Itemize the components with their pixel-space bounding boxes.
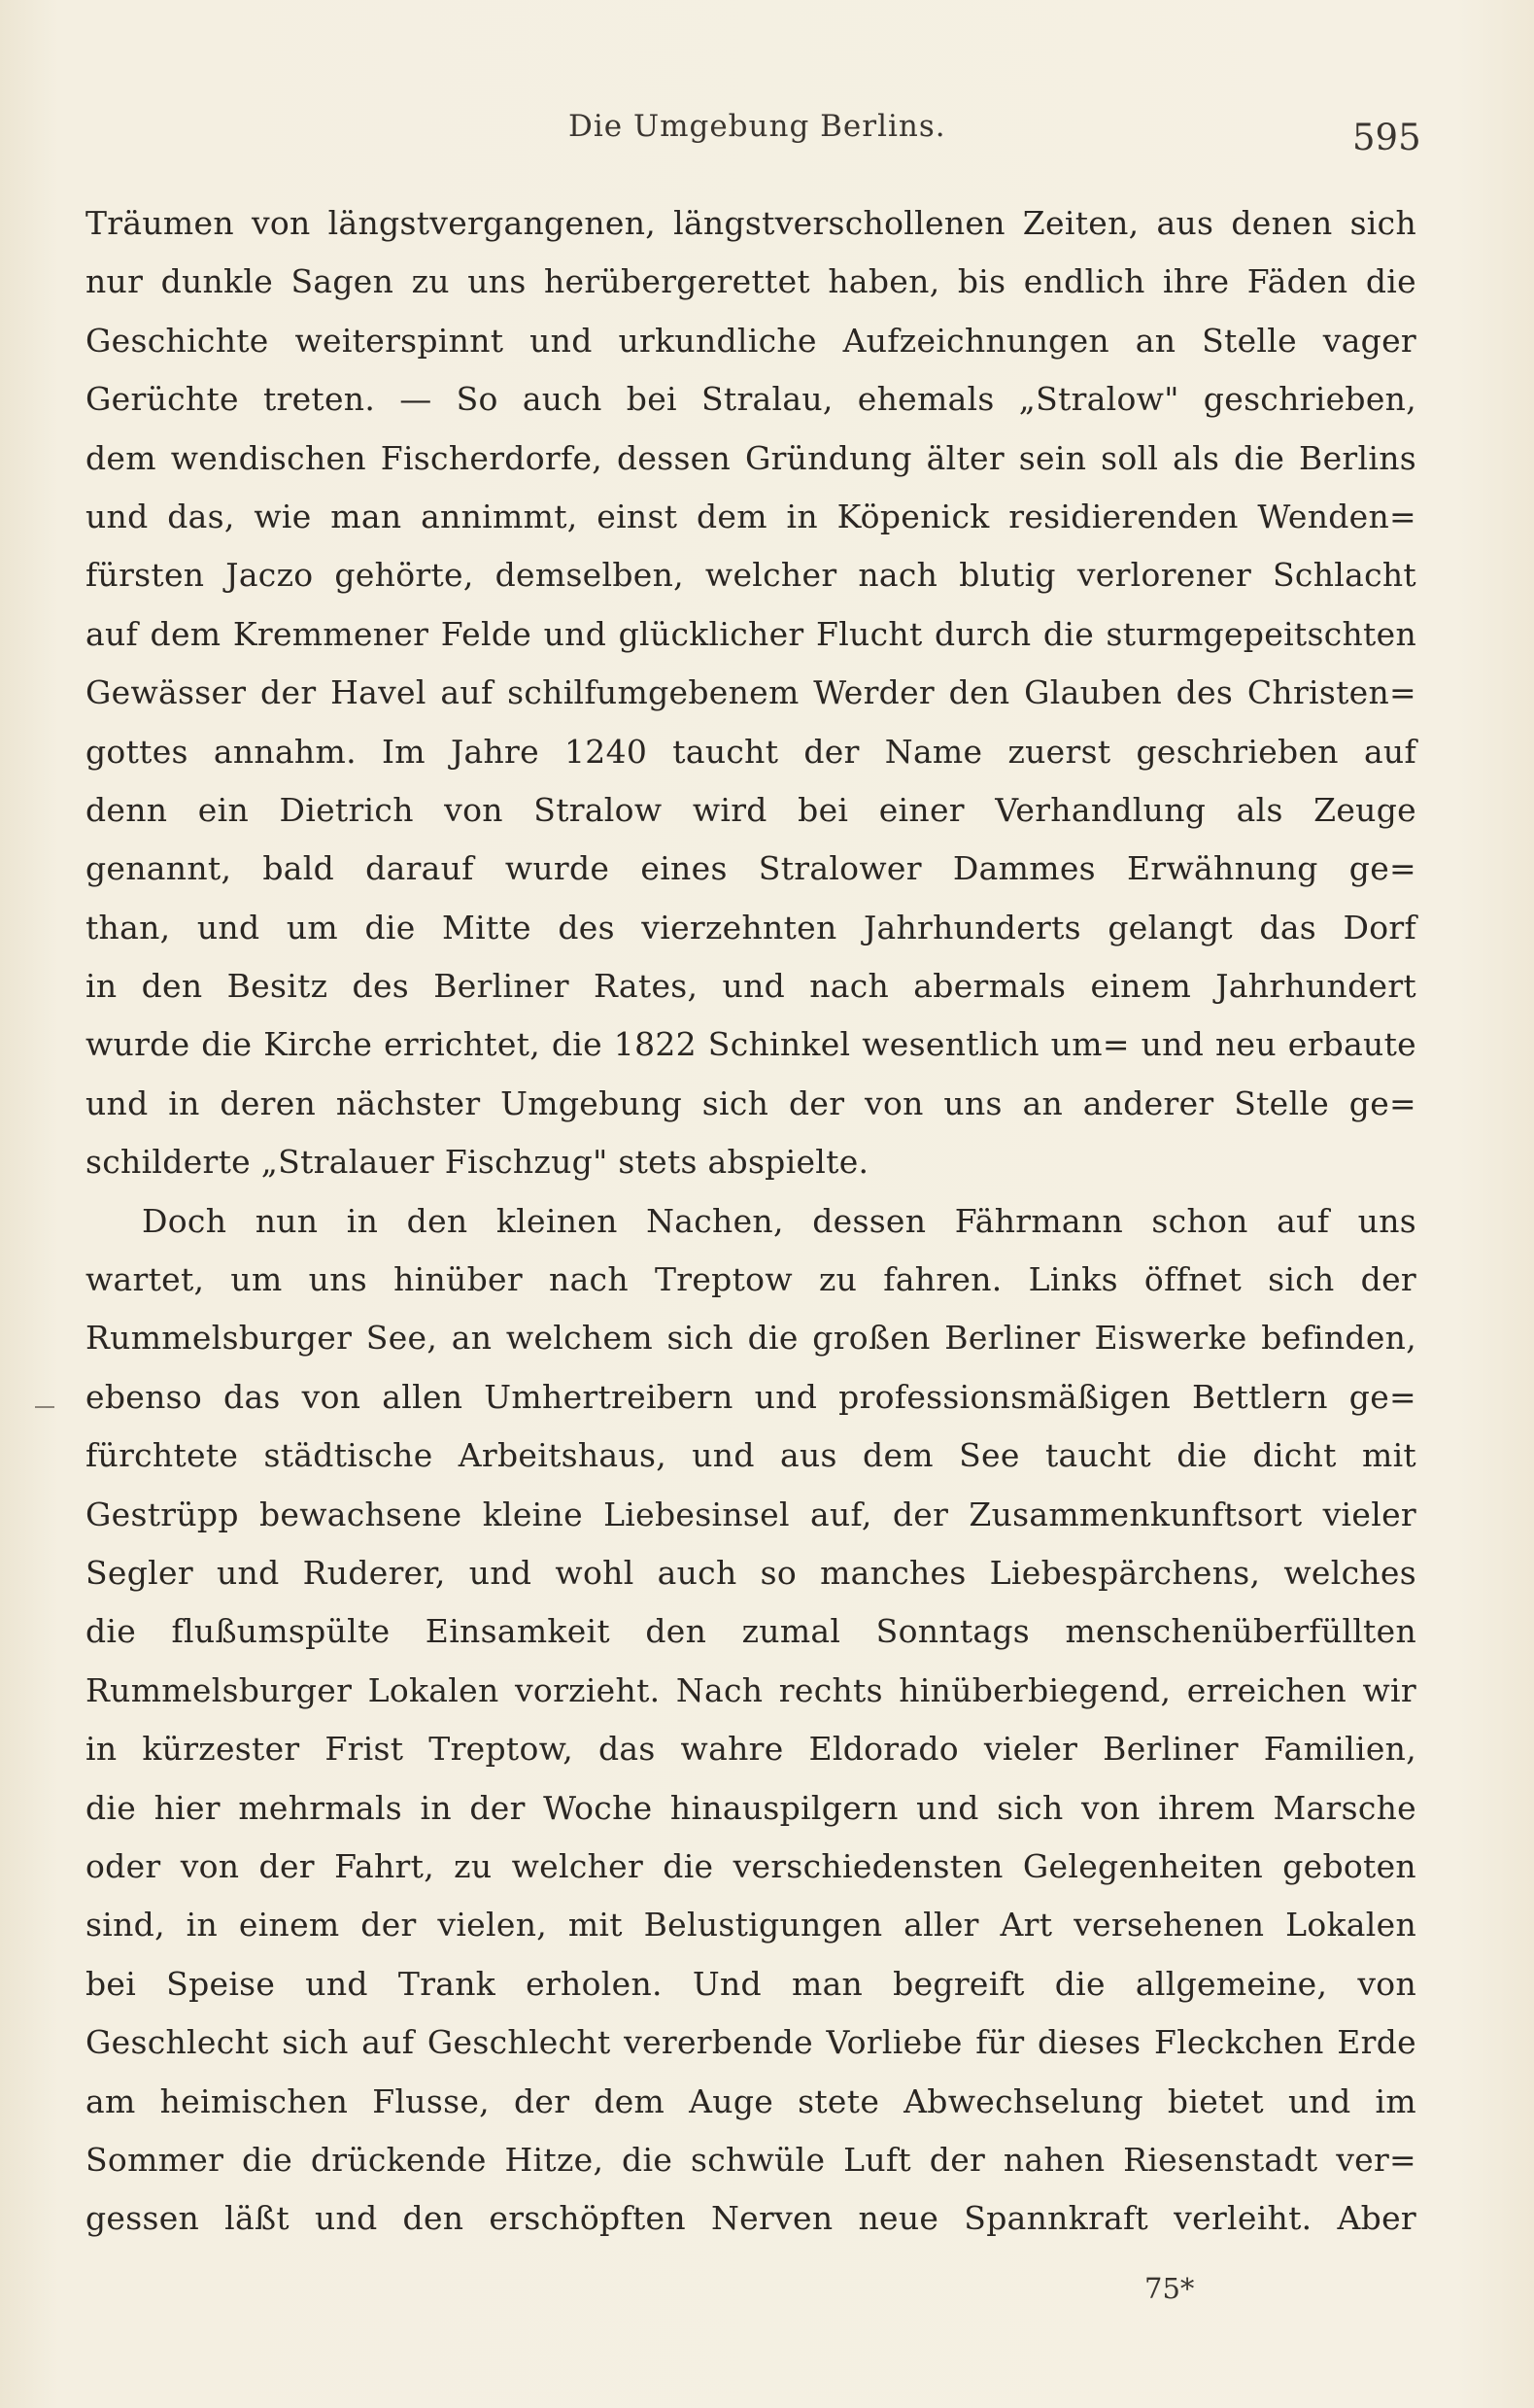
text-line: ebenso das von allen Umhertreibern und professionsmäßigen Bettlern ge= bbox=[85, 1377, 1416, 1416]
body-text bbox=[85, 194, 1416, 2249]
paragraph-start-line: Doch nun in den kleinen Nachen, dessen Fährmann schon auf uns bbox=[142, 1201, 1416, 1240]
text-line: in kürzester Frist Treptow, das wahre Eldorado vieler Berliner Familien, bbox=[85, 1730, 1416, 1769]
signature-mark: 75* bbox=[1144, 2272, 1195, 2305]
text-line: Gestrüpp bewachsene kleine Liebesinsel auf, der Zusammenkunftsort vieler bbox=[85, 1495, 1416, 1533]
text-line: Rummelsburger Lokalen vorzieht. Nach rechts hinüberbiegend, erreichen wir bbox=[85, 1670, 1416, 1709]
text-line: Rummelsburger See, an welchem sich die großen Berliner Eiswerke befinden, bbox=[85, 1319, 1416, 1358]
text-line: genannt, bald darauf wurde eines Stralower Dammes Erwähnung ge= bbox=[85, 849, 1416, 888]
text-line: Träumen von längstvergangenen, längstverschollenen Zeiten, aus denen sich bbox=[85, 204, 1416, 242]
text-line: gottes annahm. Im Jahre 1240 taucht der Name zuerst geschrieben auf bbox=[85, 732, 1416, 771]
margin-mark bbox=[35, 1406, 54, 1408]
text-line: dem wendischen Fischerdorfe, dessen Gründung älter sein soll als die Berlins bbox=[85, 438, 1416, 477]
text-line: nur dunkle Sagen zu uns herübergerettet haben, bis endlich ihre Fäden die bbox=[85, 262, 1416, 301]
text-line: Gewässer der Havel auf schilfumgebenem Werder den Glauben des Christen= bbox=[85, 673, 1416, 712]
paragraph-end-line: schilderte „Stralauer Fischzug" stets abspielte. bbox=[85, 1143, 869, 1182]
text-line: und in deren nächster Umgebung sich der von uns an anderer Stelle ge= bbox=[85, 1084, 1416, 1122]
running-title: Die Umgebung Berlins. bbox=[568, 109, 946, 144]
text-line: Geschichte weiterspinnt und urkundliche Aufzeichnungen an Stelle vager bbox=[85, 321, 1416, 360]
text-line: fürsten Jaczo gehörte, demselben, welcher nach blutig verlorener Schlacht bbox=[85, 556, 1416, 595]
text-line: Segler und Ruderer, und wohl auch so manches Liebespärchens, welches bbox=[85, 1553, 1416, 1592]
text-line: denn ein Dietrich von Stralow wird bei einer Verhandlung als Zeuge bbox=[85, 790, 1416, 829]
text-line: oder von der Fahrt, zu welcher die verschiedensten Gelegenheiten geboten bbox=[85, 1846, 1416, 1885]
text-line: auf dem Kremmener Felde und glücklicher Flucht durch die sturmgepeitschten bbox=[85, 614, 1416, 653]
text-line: und das, wie man annimmt, einst dem in Köpenick residierenden Wenden= bbox=[85, 497, 1416, 535]
text-line: Sommer die drückende Hitze, die schwüle Luft der nahen Riesenstadt ver= bbox=[85, 2140, 1416, 2179]
text-line: die hier mehrmals in der Woche hinauspilgern und sich von ihrem Marsche bbox=[85, 1788, 1416, 1827]
text-line: Geschlecht sich auf Geschlecht vererbende Vorliebe für dieses Fleckchen Erde bbox=[85, 2023, 1416, 2062]
text-line: wurde die Kirche errichtet, die 1822 Schinkel wesentlich um= und neu erbaute bbox=[85, 1025, 1416, 1064]
text-line: bei Speise und Trank erholen. Und man begreift die allgemeine, von bbox=[85, 1964, 1416, 2003]
text-line: wartet, um uns hinüber nach Treptow zu fahren. Links öffnet sich der bbox=[85, 1260, 1416, 1299]
page-number: 595 bbox=[1352, 117, 1421, 158]
text-line: fürchtete städtische Arbeitshaus, und aus dem See taucht die dicht mit bbox=[85, 1436, 1416, 1475]
running-head bbox=[0, 105, 1534, 158]
text-line: sind, in einem der vielen, mit Belustigungen aller Art versehenen Lokalen bbox=[85, 1906, 1416, 1944]
text-line: in den Besitz des Berliner Rates, und nach abermals einem Jahrhundert bbox=[85, 967, 1416, 1006]
text-line: than, und um die Mitte des vierzehnten Jahrhunderts gelangt das Dorf bbox=[85, 908, 1416, 946]
text-line: gessen läßt und den erschöpften Nerven neue Spannkraft verleiht. Aber bbox=[85, 2199, 1416, 2238]
text-line: die flußumspülte Einsamkeit den zumal Sonntags menschenüberfüllten bbox=[85, 1612, 1416, 1651]
text-line: am heimischen Flusse, der dem Auge stete Abwechselung bietet und im bbox=[85, 2081, 1416, 2120]
text-line: Gerüchte treten. — So auch bei Stralau, ehemals „Stralow" geschrieben, bbox=[85, 380, 1416, 419]
